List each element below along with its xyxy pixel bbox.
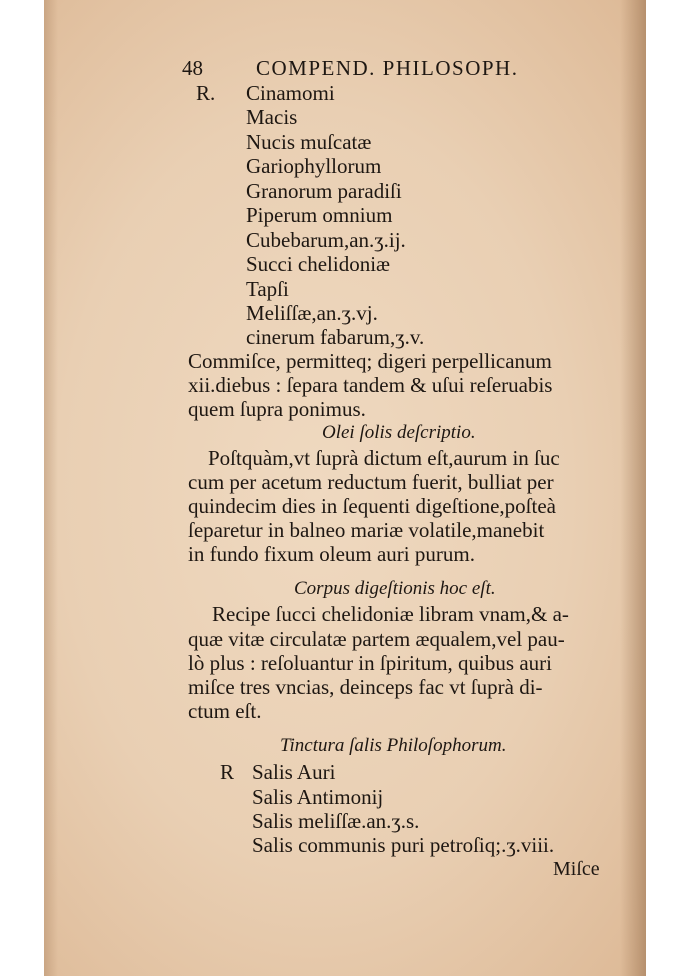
recipe-item: Tapſi xyxy=(246,277,289,301)
recipe-item: Nucis muſcatæ xyxy=(246,130,372,154)
section-heading: Olei ſolis deſcriptio. xyxy=(322,422,476,443)
recipe-item: cinerum fabarum,ʒ.v. xyxy=(246,325,425,349)
text-line: quem ſupra ponimus. xyxy=(188,397,366,421)
section-heading: Tinctura ſalis Philoſophorum. xyxy=(280,735,507,756)
page-number: 48 xyxy=(182,56,203,80)
recipe-item: Salis communis puri petroſiq;.ʒ.viii. xyxy=(252,833,555,857)
recipe-item: Gariophyllorum xyxy=(246,154,382,178)
text-line: Poſtquàm,vt ſuprà dictum eſt,aurum in ſuc xyxy=(208,446,560,470)
recipe-item: Salis Auri xyxy=(252,760,336,784)
running-head: COMPEND. PHILOSOPH. xyxy=(256,56,519,80)
recipe-item: Succi chelidoniæ xyxy=(246,252,391,276)
recipe-item: Cinamomi xyxy=(246,81,335,105)
text-line: quindecim dies in ſequenti digeſtione,poſteà xyxy=(188,494,556,518)
text-line: lò plus : reſoluantur in ſpiritum, quibus auri xyxy=(188,651,552,675)
recipe-item: Piperum omnium xyxy=(246,203,393,227)
recipe-item: Salis meliſſæ.an.ʒ.s. xyxy=(252,809,420,833)
catchword: Miſce xyxy=(553,858,600,880)
text-line: ctum eſt. xyxy=(188,699,262,723)
recipe-item: Cubebarum,an.ʒ.ij. xyxy=(246,228,406,252)
text-line: miſce tres vncias, deinceps fac vt ſuprà di- xyxy=(188,675,543,699)
text-line: cum per acetum reductum fuerit, bulliat per xyxy=(188,470,554,494)
text-line: quæ vitæ circulatæ partem æqualem,vel pau- xyxy=(188,627,565,651)
recipe-item: Meliſſæ,an.ʒ.vj. xyxy=(246,301,378,325)
text-line: in fundo fixum oleum auri purum. xyxy=(188,542,475,566)
recipe-item: Macis xyxy=(246,105,298,129)
recipe-mark: R xyxy=(220,760,235,784)
recipe-mark: R. xyxy=(196,81,216,105)
recipe-item: Salis Antimonij xyxy=(252,785,384,809)
text-line: Commiſce, permitteq; digeri perpellicanum xyxy=(188,349,552,373)
text-line: xii.diebus : ſepara tandem & uſui reſeruabis xyxy=(188,373,553,397)
page-edge-shadow xyxy=(620,0,646,976)
section-heading: Corpus digeſtionis hoc eſt. xyxy=(294,578,496,599)
text-line: ſeparetur in balneo mariæ volatile,manebit xyxy=(188,518,545,542)
page-gutter-shadow xyxy=(44,0,58,976)
recipe-item: Granorum paradiſi xyxy=(246,179,402,203)
text-line: Recipe ſucci chelidoniæ libram vnam,& a- xyxy=(212,602,569,626)
